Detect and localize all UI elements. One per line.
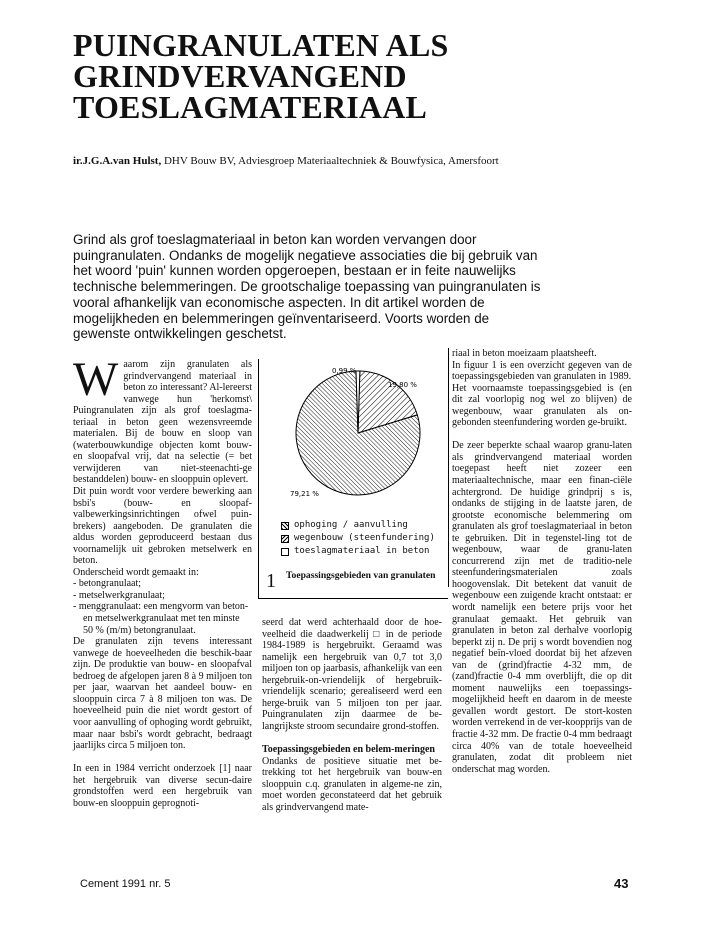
- list-item: - betongranulaat;: [73, 578, 142, 590]
- title-line: TOESLAGMATERIAAL: [73, 89, 428, 125]
- pie-slices: [296, 371, 420, 495]
- author-name: ir.J.G.A.van Hulst,: [73, 155, 162, 167]
- paragraph: Ondanks de positieve situatie met be-trekking tot het hergebruik van bouw-en slooppuin c.q. granulaten in algeme-ne zin, moet worden geconstateerd dat het gebruik als grindvervangend mate-: [262, 755, 442, 813]
- journal-issue: Cement 1991 nr. 5: [80, 878, 171, 890]
- paragraph: Waarom zijn granulaten als grindvervangend materiaal in beton zo interessant? Al-lereerst vanwege hun 'herkomst\ Puingranulaten zijn als grof toeslagma-teriaal in beton geen wezensvreemde materialen. Bij de bouw en sloop van (waterbouwkundige objecten komt bouw- en sloopafval vrij, dat na selectie (= bet verwijderen van niet-steenachti-ge bestanddelen) bouw- en slooppuin oplevert.: [73, 353, 252, 486]
- legend-item: ophoging / aanvulling: [281, 519, 435, 532]
- title-line: GRINDVERVANGEND: [73, 58, 407, 94]
- figure-number: 1: [266, 570, 276, 592]
- figure-caption-text: Toepassingsgebieden van granulaten: [286, 570, 436, 581]
- legend-item: toeslagmateriaal in beton: [281, 545, 435, 558]
- pie-label: 0,99 %: [332, 367, 357, 375]
- figure-border: [448, 348, 449, 587]
- figure-border: [258, 359, 259, 598]
- column-2: [262, 617, 442, 813]
- section-heading: Toepassingsgebieden en belem-meringen: [262, 743, 435, 755]
- paragraph: In een in 1984 verricht onderzoek [1] naar het hergebruik van diverse secun-daire grondstoffen werd een hergebruik van bouw-en slooppuin geprognoti-: [73, 763, 252, 809]
- paragraph: seerd dat werd achterhaald door de hoe-veelheid die daadwerkelij □ in de periode 1984-1989 is hergebruikt. Geraamd was namelijk een hergebruik van 0,7 tot 3,0 miljoen ton op jaarbasis, afhankelijk van een hergebruik-on-vriendelijk of hergebruik-vriendelijk scenario; gerealiseerd werd een herge-bruik van 5 miljoen ton per jaar. Puingranulaten zijn daarmee de be-langrijkste stroom secundaire grond-stoffen.: [262, 617, 442, 732]
- paragraph: De zeer beperkte schaal waarop granu-laten als grindvervangend materiaal worden toegepast heeft niet zozeer een materiaaltechnische, maar een finan-ciële achtergrond. De huidige grindprij s is, ondanks de stijging in de laatste jaren, de grootste economische belemmering om granulaten als grof toeslagmateriaal in beton te gebruiken. Dit in tegenstel-ling tot de wegenbouw, waar de granu-laten concurrerend zijn met de traditio-nele steenfunderingsmaterialen zoals hoogovenslak. Dit betekent dat vanuit de wegenbouw een zuigende kracht ontstaat: er wordt namelijk een betere prijs voor het granulaat gemaakt. Het gebruik van granulaten in beton zal derhalve voorlopig beperkt zij n. De prij s wordt bovendien nog negatief beïn-vloed doordat bij het afzeven van de (grind)fractie 4-32 mm, de (zand)fractie 0-4 mm overblijft, die op dit moment nauwelijks een toepassings-mogelijkheid heeft en daarom in de meeste gevallen wordt gestort. De stort-kosten worden verrekend in de ver-koopprijs van de fractie 4-32 mm. De fractie 0-4 mm bedraagt circa 40% van de totale hoeveelheid granulaten, zodat dit probleem niet onderschat mag worden.: [452, 440, 632, 775]
- article-title: [73, 27, 633, 125]
- column-1: [73, 353, 252, 809]
- paragraph: Onderscheid wordt gemaakt in:: [73, 566, 199, 578]
- pie-label: 19,80 %: [388, 381, 417, 389]
- figure-border: [258, 598, 448, 599]
- column-3: [452, 348, 632, 775]
- legend-item: wegenbouw (steenfundering): [281, 532, 435, 545]
- chart-legend: [281, 519, 435, 558]
- list-item: - metselwerkgranulaat;: [73, 589, 165, 601]
- drop-cap: W: [73, 353, 119, 406]
- hatch-swatch-icon: [281, 535, 289, 543]
- pie-label: 79,21 %: [290, 490, 319, 498]
- empty-swatch-icon: [281, 548, 289, 556]
- paragraph: De granulaten zijn tevens interessant vanwege de hoeveelheden die beschik-baar zijn. De produktie van bouw- en sloopafval bedroeg de afgelopen jaren 8 à 9 miljoen ton per jaar, waarvan het aandeel bouw- en slooppuin circa 7 à 8 miljoen ton was. De hoeveelheid puin die niet wordt gestort of voor aanvulling of ophoging wordt gebruikt, maar naar bsbi's wordt gebracht, bedraagt jaarlijks circa 5 miljoen ton.: [73, 636, 252, 752]
- byline: [73, 155, 499, 167]
- author-affiliation: DHV Bouw BV, Adviesgroep Materiaaltechniek & Bouwfysica, Amersfoort: [163, 155, 499, 167]
- paragraph: riaal in beton moeizaam plaatsheeft.: [452, 348, 597, 359]
- paragraph: Dit puin wordt voor verdere bewerking aan bsbi's (bouw- en sloopaf-valbewerkingsinrichtingen ofwel puin-brekers) aangeboden. De granulaten die aldus worden geproduceerd bestaan dus voornamelijk uit gebroken metselwerk en beton.: [73, 486, 252, 567]
- paragraph: In figuur 1 is een overzicht gegeven van de toepassingsgebieden van granulaten in 1989.: [452, 359, 632, 383]
- lead-paragraph: Grind als grof toeslagmateriaal in beton kan worden vervangen door puingranulaten. Ondanks de mogelijk negatieve associaties die bij gebruik van het woord 'puin' kunnen worden opgeroepen, bestaan er in feite nauwelijks technische belemmeringen. De grootschalige toepassing van puingranulaten is vooral afhankelijk van economische aspecten. In dit artikel worden de mogelijkheden en belemmeringen geïnventariseerd. Voorts worden de gewenste ontwikkelingen geschetst.: [73, 232, 541, 342]
- pie-chart: [268, 355, 448, 515]
- page-number: 43: [614, 876, 629, 891]
- title-line: PUINGRANULATEN ALS: [73, 27, 449, 63]
- hatch-swatch-icon: [281, 522, 289, 530]
- list-item: - menggranulaat: een mengvorm van beton- en metselwerkgranulaat met ten minste 50 % (m/m) betongranulaat.: [73, 601, 249, 636]
- article-lead: [73, 232, 549, 342]
- paragraph: Het voornaamste toepassingsgebied is (en dit zal voorlopig nog wel zo blijven) de wegenbouw, waar granulaten als on-gebonden steenfundering worden ge-bruikt.: [452, 382, 632, 429]
